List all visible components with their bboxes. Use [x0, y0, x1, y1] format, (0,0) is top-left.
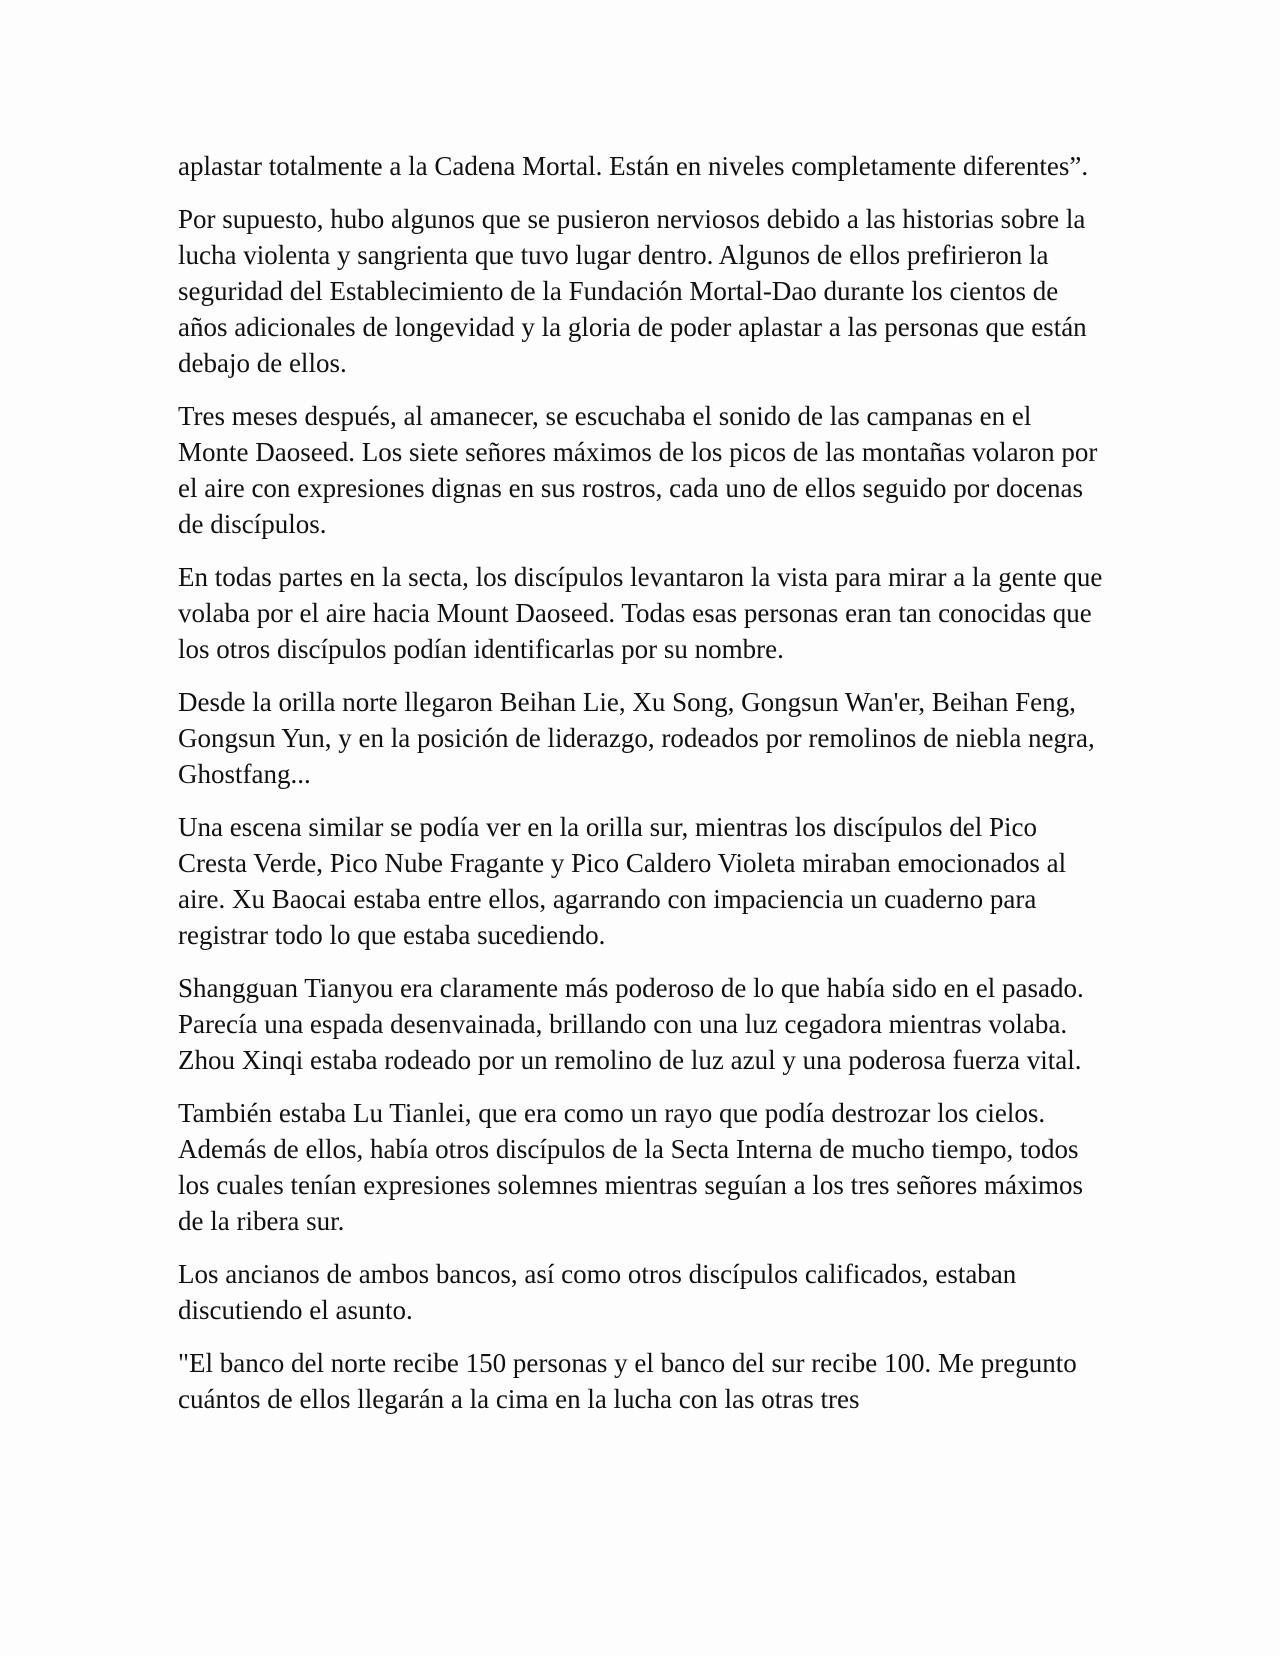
paragraph-6: Una escena similar se podía ver en la orilla sur, mientras los discípulos del Pico Cresta Verde, Pico Nube Fragante y Pico Caldero Violeta miraban emocionados al aire. Xu Baocai estaba entre ellos, agarrando con impaciencia un cuaderno para registrar todo lo que estaba sucediendo.: [178, 812, 1067, 950]
paragraph-1: aplastar totalmente a la Cadena Mortal. Están en niveles completamente diferentes”.: [178, 151, 1089, 181]
paragraph-3: Tres meses después, al amanecer, se escuchaba el sonido de las campanas en el Monte Daoseed. Los siete señores máximos de los picos de las montañas volaron por el aire con expresiones dignas en sus rostros, cada uno de ellos seguido por docenas de discípulos.: [178, 401, 1098, 539]
paragraph-5: Desde la orilla norte llegaron Beihan Lie, Xu Song, Gongsun Wan'er, Beihan Feng, Gongsun Yun, y en la posición de liderazgo, rodeados por remolinos de niebla negra, Ghostfang...: [178, 687, 1095, 789]
paragraph-4: En todas partes en la secta, los discípulos levantaron la vista para mirar a la gente que volaba por el aire hacia Mount Daoseed. Todas esas personas eran tan conocidas que los otros discípulos podían identificarlas por su nombre.: [178, 562, 1103, 664]
paragraph-2: Por supuesto, hubo algunos que se pusieron nerviosos debido a las historias sobre la lucha violenta y sangrienta que tuvo lugar dentro. Algunos de ellos prefirieron la seguridad del Establecimiento de la Fundación Mortal-Dao durante los cientos de años adicionales de longevidad y la gloria de poder aplastar a las personas que están debajo de ellos.: [178, 204, 1087, 378]
paragraph-10: "El banco del norte recibe 150 personas y el banco del sur recibe 100. Me pregunto cuántos de ellos llegarán a la cima en la lucha con las otras tres: [178, 1348, 1077, 1414]
document-body: [178, 148, 1108, 1434]
paragraph-9: Los ancianos de ambos bancos, así como otros discípulos calificados, estaban discutiendo el asunto.: [178, 1259, 1017, 1325]
paragraph-8: También estaba Lu Tianlei, que era como un rayo que podía destrozar los cielos. Además de ellos, había otros discípulos de la Secta Interna de mucho tiempo, todos los cuales tenían expresiones solemnes mientras seguían a los tres señores máximos de la ribera sur.: [178, 1098, 1084, 1236]
paragraph-7: Shangguan Tianyou era claramente más poderoso de lo que había sido en el pasado. Parecía una espada desenvainada, brillando con una luz cegadora mientras volaba. Zhou Xinqi estaba rodeado por un remolino de luz azul y una poderosa fuerza vital.: [178, 973, 1084, 1075]
